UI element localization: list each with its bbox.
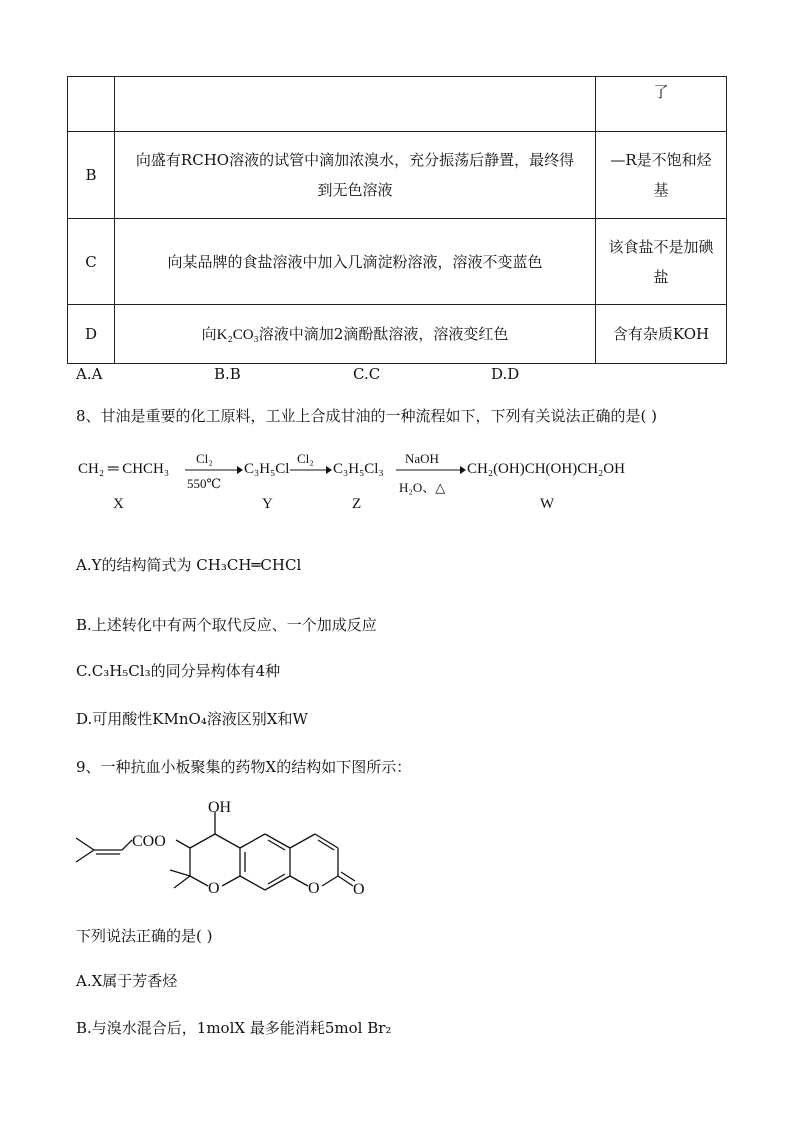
cell-text: 溶液中滴加2滴酚酞溶液，溶液变红色 xyxy=(258,324,509,343)
table-cell xyxy=(115,132,596,219)
atom-o: O xyxy=(308,880,320,897)
reaction-arrow xyxy=(185,464,243,476)
group-coo: COO xyxy=(132,833,166,850)
condition-temperature: 550℃ xyxy=(187,476,222,491)
atom-o: O xyxy=(208,880,220,897)
cell-text: 该食盐不是加碘 xyxy=(608,237,714,256)
cell-text: —R是不饱和烃 xyxy=(610,151,712,169)
compound-z: C₃H₅Cl₃ xyxy=(333,461,384,477)
row-label: B xyxy=(68,132,115,219)
formula: K₂CO₃ xyxy=(216,326,259,343)
table-cell: 向某品牌的食盐溶液中加入几滴淀粉溶液，溶液不变蓝色 xyxy=(115,219,596,305)
option-b: B.上述转化中有两个取代反应、一个加成反应 xyxy=(76,616,377,634)
option-d: D.可用酸性KMnO₄溶液区别X和W xyxy=(76,710,308,728)
table-cell xyxy=(115,77,596,132)
cell-text: 向盛有RCHO溶液的试管中滴加浓溴水，充分振荡后静置，最终得 xyxy=(135,151,575,169)
label-z: Z xyxy=(352,496,362,512)
compound-y: C₃H₅Cl xyxy=(244,461,290,477)
table-row xyxy=(68,305,727,364)
table-row xyxy=(68,77,727,132)
table-cell: 了 xyxy=(596,77,727,132)
reaction-arrow xyxy=(396,464,466,476)
label-y: Y xyxy=(262,496,273,512)
table-cell xyxy=(68,77,115,132)
reagent-naoh: NaOH xyxy=(405,451,439,466)
condition-water-heat: H₂O、△ xyxy=(399,480,446,495)
row-label: C xyxy=(68,219,115,305)
molecule-structure xyxy=(70,790,370,910)
table-cell: 含有杂质KOH xyxy=(596,305,727,364)
table-cell xyxy=(596,132,727,219)
reaction-arrow xyxy=(290,464,332,476)
compound-w: CH₂(OH)CH(OH)CH₂OH xyxy=(467,461,625,477)
option-c: C.C xyxy=(353,365,381,383)
table-row xyxy=(68,132,727,219)
question-9-prompt: 下列说法正确的是( ) xyxy=(76,927,213,945)
question-8-stem: 8、甘油是重要的化工原料，工业上合成甘油的一种流程如下，下列有关说法正确的是( ) xyxy=(76,407,658,425)
cell-text: 盐 xyxy=(653,267,669,286)
table-cell xyxy=(596,219,727,305)
reaction-scheme xyxy=(0,440,794,520)
option-b: B.与溴水混合后，1molX 最多能消耗5mol Br₂ xyxy=(76,1019,392,1037)
reagent-cl2: Cl₂ xyxy=(196,451,213,466)
row-label: D xyxy=(68,305,115,364)
option-a: A.A xyxy=(76,365,103,383)
table-cell xyxy=(115,305,596,364)
atom-oh: OH xyxy=(208,799,232,816)
option-b: B.B xyxy=(214,365,241,383)
experiment-table xyxy=(67,76,727,364)
atom-o: O xyxy=(353,881,365,898)
cell-text: 基 xyxy=(653,181,669,199)
label-x: X xyxy=(113,496,124,512)
option-a: A.Y的结构简式为 CH₃CH═CHCl xyxy=(76,556,302,574)
option-c: C.C₃H₅Cl₃的同分异构体有4种 xyxy=(76,662,281,680)
option-a: A.X属于芳香烃 xyxy=(76,972,178,990)
cell-text: 到无色溶液 xyxy=(317,181,393,199)
table-row xyxy=(68,219,727,305)
question-9-stem: 9、一种抗血小板聚集的药物X的结构如下图所示： xyxy=(76,758,412,776)
cell-text: 向 xyxy=(201,324,217,343)
label-w: W xyxy=(540,496,555,512)
compound-x: CH₂ ═ CHCH₃ xyxy=(78,461,170,477)
reagent-cl2: Cl₂ xyxy=(297,451,314,466)
option-d: D.D xyxy=(491,365,520,383)
